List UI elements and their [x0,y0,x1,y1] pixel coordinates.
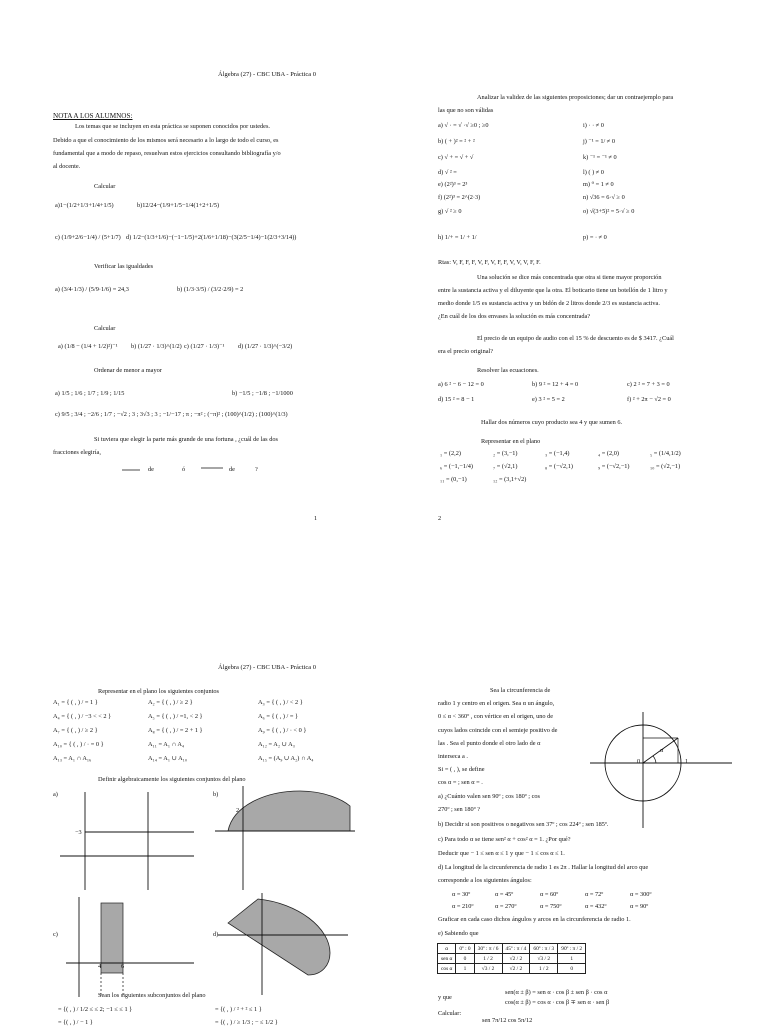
figure-label: b) [213,791,219,798]
proposition: b) ( + )² = ² + ² [438,138,475,145]
angle-item: α = 72º [585,891,604,898]
problem-text: las . Sea el punto donde el otro lado de α [438,739,541,747]
note-line: Debido a que el conocimiento de los mismos será necesario a lo largo de todo el curso, es [53,137,279,144]
proposition: d) √ ² = [438,169,457,176]
point-item: ₈ = (−√2,1) [545,463,573,470]
point-item: ₇ = (√2,1) [493,463,518,470]
set-definition: A₁₃ = A₁ ∩ A₁₆ [53,755,92,762]
section-heading: Analizar la validez de las siguientes proposiciones; dar un contraejemplo para [477,94,674,101]
table-cell: √3 / 2 [530,954,558,964]
question-text: fracciones elegiría, [53,449,101,456]
plane-figure-d [218,893,350,996]
set-definition: A₁₀ = { ( , ) / · = 0 } [53,741,104,748]
table-cell: 0 [558,964,586,974]
exercise-item: b) (1/27 · 1/3)^(1/2) [131,343,182,350]
problem-text: El precio de un equipo de audio con el 15 % de descuento es de $ 3417. ¿Cuál [477,335,674,342]
formula: sen(α ± β) = sen α · cos β ± sen β · cos α [505,989,608,996]
set-definition: A₄ = { ( , ) / −3 < < 2 } [53,713,112,720]
proposition: c) √ + = √ + √ [438,154,474,161]
question-text: Si tuviera que elegir la parte más grande de una fortuna , ¿cuál de las dos [94,436,278,443]
section-heading: las que no son válidas [438,107,494,114]
point-item: ₁₁ = (0,−1) [440,476,467,483]
problem-text: Calcular: [438,1010,462,1017]
figure-label: d) [213,931,219,938]
exercise-item: c) (1/9+2/6−1/4) / (5+1/7) [55,234,121,241]
problem-text: interseca a . [438,753,468,760]
figure-label: a) [53,791,58,798]
proposition: l) ( ) ≠ 0 [583,169,604,176]
angle-item: α = 300º [630,891,652,898]
angle-item: α = 30º [452,891,471,898]
point-item: ₅ = (1/4,1/2) [650,450,681,457]
table-cell: 45º : π / 4 [502,944,530,954]
section-heading: Representar en el plano [481,438,541,445]
table-cell: sen α [438,954,456,964]
answers-line: Rtas: V, F, F, F, V, F, V, F, F, V, V, V, F, F. [438,259,541,266]
set-definition: A₈ = { ( , ) / = 2 + 1 } [148,727,203,734]
note-line: Los temas que se incluyen en esta práctica se suponen conocidos por ustedes. [75,123,270,130]
origin-label: 0 [637,758,641,765]
set-definition: A₁₂ = A₂ ∪ A₃ [258,741,295,748]
point-item: ₆ = (−1,−1/4) [440,463,473,470]
problem-text: entre la sustancia activa y el diluyente que la otra. El boticario tiene un botellón de 1 litro y [438,287,668,294]
axis-tick-label: −3 [75,829,82,836]
point-item: ₁₀ = (√2,−1) [650,463,681,470]
note-line: al docente. [53,163,81,170]
section-heading: Calcular [94,325,116,332]
problem-text: ¿En cuál de los dos envases la solución es más concentrada? [438,313,591,320]
proposition: j) ⁻¹ = 1/ ≠ 0 [583,138,615,145]
set-definition: A₇ = { ( , ) / ≥ 2 } [53,727,98,734]
angle-item: α = 750º [540,903,562,910]
problem-text: cuyos lados coincide con el semieje positivo de [438,726,558,734]
exercise-item: b) −1/5 ; −1/8 ; −1/1000 [232,390,293,397]
table-cell: cos α [438,964,456,974]
table-cell: 60º : π / 3 [530,944,558,954]
question-text: ? [255,466,258,473]
angle-item: α = 60º [540,891,559,898]
problem-text: era el precio original? [438,348,494,355]
proposition: a) √ · = √ ·√ ≥0 ; ≥0 [438,122,489,129]
proposition: o) √(3+5)² = 5·√ ≥ 0 [583,208,635,215]
axis-tick-label: 4 [98,963,102,970]
proposition: p) = · ≠ 0 [583,234,607,241]
problem-text: d) La longitud de la circunferencia de radio 1 es 2π . Hallar la longitud del arco que [438,864,649,871]
equation: f) ² + 2π − √2 = 0 [627,396,671,403]
unit-circle-figure [590,700,740,830]
point-item: ₄ = (2,0) [598,450,619,457]
table-cell: √2 / 2 [502,954,530,964]
equation: c) 2 ² = 7 + 3 = 0 [627,381,670,388]
set-definition: A₂ = { ( , ) / ≥ 2 } [148,699,193,706]
axis-tick-label: 6 [121,963,125,970]
question-text: ó [182,466,186,473]
exercise-item: d) (1/27 · 1/3)^(−3/2) [238,343,293,350]
equation: d) 15 ² = 8 − 1 [438,396,475,403]
note-line: fundamental que a modo de repaso, resuelvan estos ejercicios consultando bibliografía y/o [53,150,281,157]
equation: a) 6 ² − 6 − 12 = 0 [438,381,484,388]
section-heading: Calcular [94,183,116,190]
proposition: e) (2²)³ = 2³ [438,181,468,188]
proposition: h) 1/+ = 1/ + 1/ [438,234,477,241]
section-heading: Definir algebraicamente los siguientes conjuntos del plano [98,776,246,783]
point-item: ₉ = (−√2,−1) [598,463,630,470]
exercise-item: a) 1/5 ; 1/6 ; 1/7 ; 1/9 ; 1/15 [55,390,125,397]
equation: e) 3 ² = 5 = 2 [532,396,565,403]
table-cell: 1 [558,954,586,964]
equation: b) 9 ² = 12 + 4 = 0 [532,381,579,388]
set-definition: A₅ = { ( , ) / =1, < 2 } [148,713,203,720]
problem-text: Hallar dos números cuyo producto sea 4 y que sumen 6. [481,419,623,426]
section-heading: Verificar las igualdades [94,263,154,270]
plane-figure-c [66,897,196,999]
plane-figure-a [60,792,195,892]
problem-text: e) Sabiendo que [438,930,479,937]
problem-text: cos α = ; sen α = . [438,779,483,787]
table-cell: 1 / 2 [474,954,502,964]
exercise-item: a) (3/4·1/3) / (5/9·1/6) = 24,3 [55,286,129,293]
section-heading: Representar en el plano los siguientes conjuntos [98,688,220,695]
point-item: ₁ = (2,2) [440,450,461,457]
proposition: i) · · ≠ 0 [583,122,604,129]
page-header: Álgebra (27) - CBC UBA - Práctica 0 [218,71,317,78]
angle-item: α = 210º [452,903,474,910]
table-cell: α [438,944,456,954]
table-cell: 30º : π / 6 [474,944,502,954]
subset-definition: = {( , ) / ² + ² ≤ 1 } [215,1006,262,1013]
set-definition: A₁ = { ( , ) / = 1 } [53,699,98,706]
plane-figure-b [215,786,355,890]
figure-label: c) [53,931,58,938]
formula: sen 7π/12 cos 5π/12 [482,1017,533,1024]
set-definition: A₁₅ = (A₉ ∪ A₂) ∩ A₄ [258,755,314,762]
point-item: ₂ = (3,−1) [493,450,518,457]
problem-text: Si = ( , ), se define [438,766,485,774]
table-cell: 1 [456,964,474,974]
problem-text: radio 1 y centro en el origen. Sea α un ángulo, [438,700,555,708]
table-cell: 0 [456,954,474,964]
problem-text: corresponde a los siguientes ángulos: [438,877,532,884]
point-item: ₁₂ = (3,1+√2) [493,476,527,483]
axis-tick-label: 2 [236,807,240,814]
section-heading: Resolver las ecuaciones. [477,367,539,374]
exercise-item: b)12/24−(1/9+1/5−1/4(1+2+1/5) [137,202,220,209]
problem-text: Graficar en cada caso dichos ángulos y arcos en la circunferencia de radio 1. [438,916,631,923]
subset-definition: = {( , ) / ≥ 1/3 ; − ≤ 1/2 } [215,1019,278,1026]
angle-item: α = 90º [630,903,649,910]
set-definition: A₃ = { ( , ) / < 2 } [258,699,303,706]
table-cell: √3 / 2 [474,964,502,974]
set-definition: A₆ = { ( , ) / = } [258,713,299,720]
exercise-item: a) (1/8 − (1/4 + 1/2)²)⁻¹ [58,343,118,350]
exercise-item: c) (1/27 · 1/3)⁻¹ [184,343,225,350]
proposition: g) √ ² ≥ 0 [438,208,462,215]
proposition: k) ⁻¹ = ⁻¹ ≠ 0 [583,154,617,161]
trig-values-table [437,943,586,974]
question-text: de [148,466,154,473]
problem-text: b) Decidir si son positivos o negativos sen 37º ; cos 224º ; sen 185º. [438,821,609,828]
angle-item: α = 45º [495,891,514,898]
page-header: Álgebra (27) - CBC UBA - Práctica 0 [218,664,317,671]
table-cell: 0º : 0 [456,944,474,954]
section-heading: Sean los siguientes subconjuntos del plano [98,992,206,999]
angle-item: α = 270º [495,903,517,910]
proposition: n) √36 = 6·√ ≥ 0 [583,194,625,201]
exercise-item: c) 9/5 ; 3/4 ; −2/6 ; 1/7 ; −√2 ; 3 ; 3√3 ; 3 ; −1/−17 ; π ; −π² ; (−π)² ; (100)^(1/2) ; (100)^(1/3) [55,411,288,418]
set-definition: A₁₁ = A₁ ∩ A₄ [148,741,185,748]
note-title: NOTA A LOS ALUMNOS: [53,112,133,120]
problem-text: y que [438,994,452,1001]
problem-text: Una solución se dice más concentrada que otra si tiene mayor proporción [477,274,662,281]
proposition: f) (2²)³ = 2^(2·3) [438,194,481,201]
page-number: 1 [314,515,318,522]
unit-label: 1 [685,758,689,765]
table-cell: √2 / 2 [502,964,530,974]
fraction-bar [122,468,142,472]
problem-text: medio donde 1/5 es sustancia activa y un bidón de 2 litros donde 2/3 es sustancia activa. [438,300,660,307]
question-text: de [229,466,235,473]
point-item: ₃ = (−1,4) [545,450,570,457]
angle-item: α = 432º [585,903,607,910]
page-number: 2 [438,515,442,522]
table-cell: 1 / 2 [530,964,558,974]
section-heading: Ordenar de menor a mayor [94,367,162,374]
formula: cos(α ± β) = cos α · cos β ∓ sen α · sen β [505,999,610,1006]
exercise-item: a)1−(1/2+1/3+1/4+1/5) [55,202,114,209]
angle-label: α [660,747,664,754]
problem-text: a) ¿Cuánto valen sen 90º ; cos 180º ; cos [438,792,541,800]
fraction-bar [201,464,225,472]
exercise-item: d) 1/2−(1/3+1/6)−(−1−1/5)+2(1/6+1/18)−(3(2/5−1/4)−1(2/3+3/14)) [126,234,297,241]
problem-text: c) Para todo α se tiene sen² α + cos² α = 1. ¿Por qué? [438,836,571,843]
exercise-item: b) (1/3·3/5) / (3/2·2/9) = 2 [177,286,244,293]
table-cell: 90º : π / 2 [558,944,586,954]
set-definition: A₁₄ = A₁ ∪ A₁₀ [148,755,188,762]
problem-text: Sea la circunferencia de [490,687,551,694]
problem-text: Deducir que − 1 ≤ sen α ≤ 1 y que − 1 ≤ cos α ≤ 1. [438,850,565,857]
proposition: m) ⁰ = 1 ≠ 0 [583,181,614,188]
problem-text: 0 ≤ α < 360º , con vértice en el origen, uno de [438,713,554,721]
subset-definition: = {( , ) / − 1 } [58,1019,93,1026]
subset-definition: = {( , ) / 1/2 ≤ ≤ 2; −1 ≤ ≤ 1 } [58,1006,133,1013]
set-definition: A₉ = { ( , ) / · < 0 } [258,727,307,734]
problem-text: 270º ; sen 180º ? [438,805,481,813]
